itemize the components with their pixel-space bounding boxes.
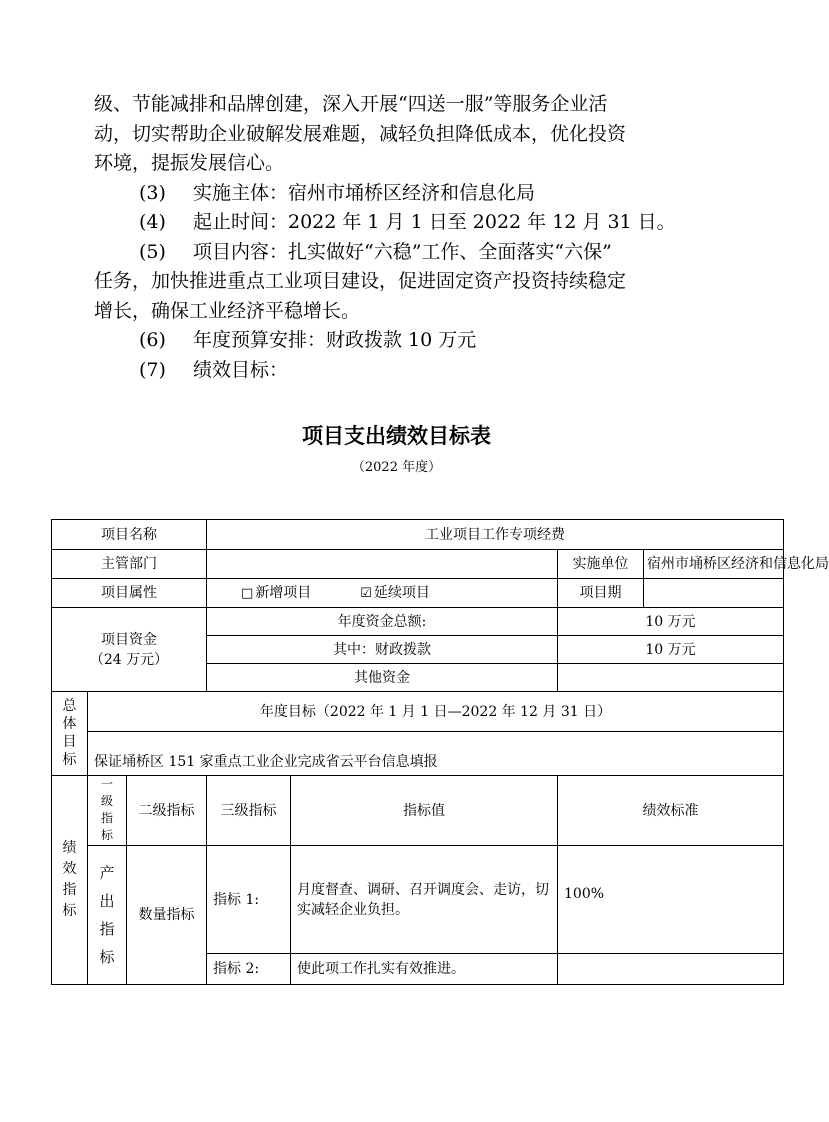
attr-continued-label: 延续项目 <box>373 584 430 601</box>
item-number: (4) <box>139 211 166 233</box>
attr-options <box>207 579 558 608</box>
impl-unit-value: 宿州市埇桥区经济和信息化局 <box>644 550 784 579</box>
item-text: 起止时间：2022 年 1 月 1 日至 2022 年 12 月 31 日。 <box>193 211 676 233</box>
indicator-1-value: 月度督查、调研、召开调度会、走访，切实减轻企业负担。 <box>291 846 558 954</box>
table-row <box>52 520 784 550</box>
annual-goal-text: 保证埇桥区 151 家重点工业企业完成省云平台信息填报 <box>88 732 784 776</box>
performance-table <box>51 519 829 985</box>
item-7 <box>94 356 706 386</box>
item-text: 年度预算安排：财政拨款 10 万元 <box>193 329 477 351</box>
project-name-value: 工业项目工作专项经费 <box>207 520 784 550</box>
table-row <box>52 732 784 776</box>
annual-total-value: 10 万元 <box>558 608 784 636</box>
annual-total-label: 年度资金总额: <box>207 608 558 636</box>
indicator-1-label: 指标 1: <box>207 846 291 954</box>
table-row <box>52 776 784 846</box>
item-text: 实施主体：宿州市埇桥区经济和信息化局 <box>193 181 536 204</box>
funds-total-note: （24 万元） <box>89 651 169 668</box>
paragraph-line: 任务，加快推进重点工业项目建设，促进固定资产投资持续稳定 <box>94 270 627 292</box>
fiscal-value: 10 万元 <box>558 636 784 664</box>
funds-label <box>52 608 207 692</box>
table-subtitle: （2022 年度） <box>351 460 442 475</box>
item-3 <box>94 179 706 209</box>
fiscal-label: 其中：财政拨款 <box>207 636 558 664</box>
level2-header: 二级指标 <box>127 776 207 846</box>
table-row <box>52 550 784 579</box>
paragraph-line: 动，切实帮助企业破解发展难题，减轻负担降低成本，优化投资 <box>94 122 627 145</box>
table-title: 项目支出绩效目标表 <box>302 424 491 448</box>
level3-header: 三级指标 <box>207 776 291 846</box>
level1-header: 一级指标 <box>88 776 127 846</box>
paragraph-line: 增长，确保工业经济平稳增长。 <box>94 299 361 322</box>
attr-label: 项目属性 <box>52 579 207 608</box>
item-6 <box>94 326 706 356</box>
item-5 <box>94 238 706 268</box>
table-row <box>52 692 784 732</box>
item-4 <box>94 208 706 238</box>
paragraph-line: 环境，提振发展信心。 <box>94 152 285 174</box>
attr-new-label: 新增项目 <box>255 584 312 601</box>
table-row <box>52 579 784 608</box>
item-text: 绩效目标： <box>193 358 289 381</box>
table-row <box>52 846 784 954</box>
period-label: 项目期 <box>558 579 644 608</box>
dept-value <box>207 550 558 579</box>
body-text-top <box>94 90 706 385</box>
indicator-1-standard: 100% <box>558 846 784 954</box>
funds-label-text: 项目资金 <box>101 631 157 648</box>
period-value <box>644 579 784 608</box>
table-row <box>52 608 784 636</box>
item-number: (5) <box>139 240 166 263</box>
indicator-value-header: 指标值 <box>291 776 558 846</box>
indicator-2-label: 指标 2: <box>207 954 291 985</box>
impl-unit-label: 实施单位 <box>558 550 644 579</box>
paragraph-line: 级、节能减排和品牌创建，深入开展“四送一服”等服务企业活 <box>94 93 608 115</box>
level2-quantity: 数量指标 <box>127 846 207 985</box>
other-funds-value <box>558 664 784 692</box>
item-text: 项目内容：扎实做好“六稳”工作、全面落实“六保” <box>193 240 612 263</box>
performance-standard-header: 绩效标准 <box>558 776 784 846</box>
indicator-2-standard <box>558 954 784 985</box>
checkbox-checked-icon: ☑ <box>360 585 372 601</box>
item-number: (6) <box>139 329 166 351</box>
dept-label: 主管部门 <box>52 550 207 579</box>
performance-indicators-label: 绩效指标 <box>52 776 88 985</box>
checkbox-unchecked-icon: □ <box>241 585 254 601</box>
annual-goal-header: 年度目标（2022 年 1 月 1 日—2022 年 12 月 31 日） <box>88 692 784 732</box>
item-number: (3) <box>139 181 166 204</box>
level1-output: 产出指标 <box>88 846 127 985</box>
indicator-2-value: 使此项工作扎实有效推进。 <box>291 954 558 985</box>
item-number: (7) <box>139 358 166 381</box>
other-funds-label: 其他资金 <box>207 664 558 692</box>
project-name-label: 项目名称 <box>52 520 207 550</box>
overall-goal-label: 总体目标 <box>52 692 88 776</box>
